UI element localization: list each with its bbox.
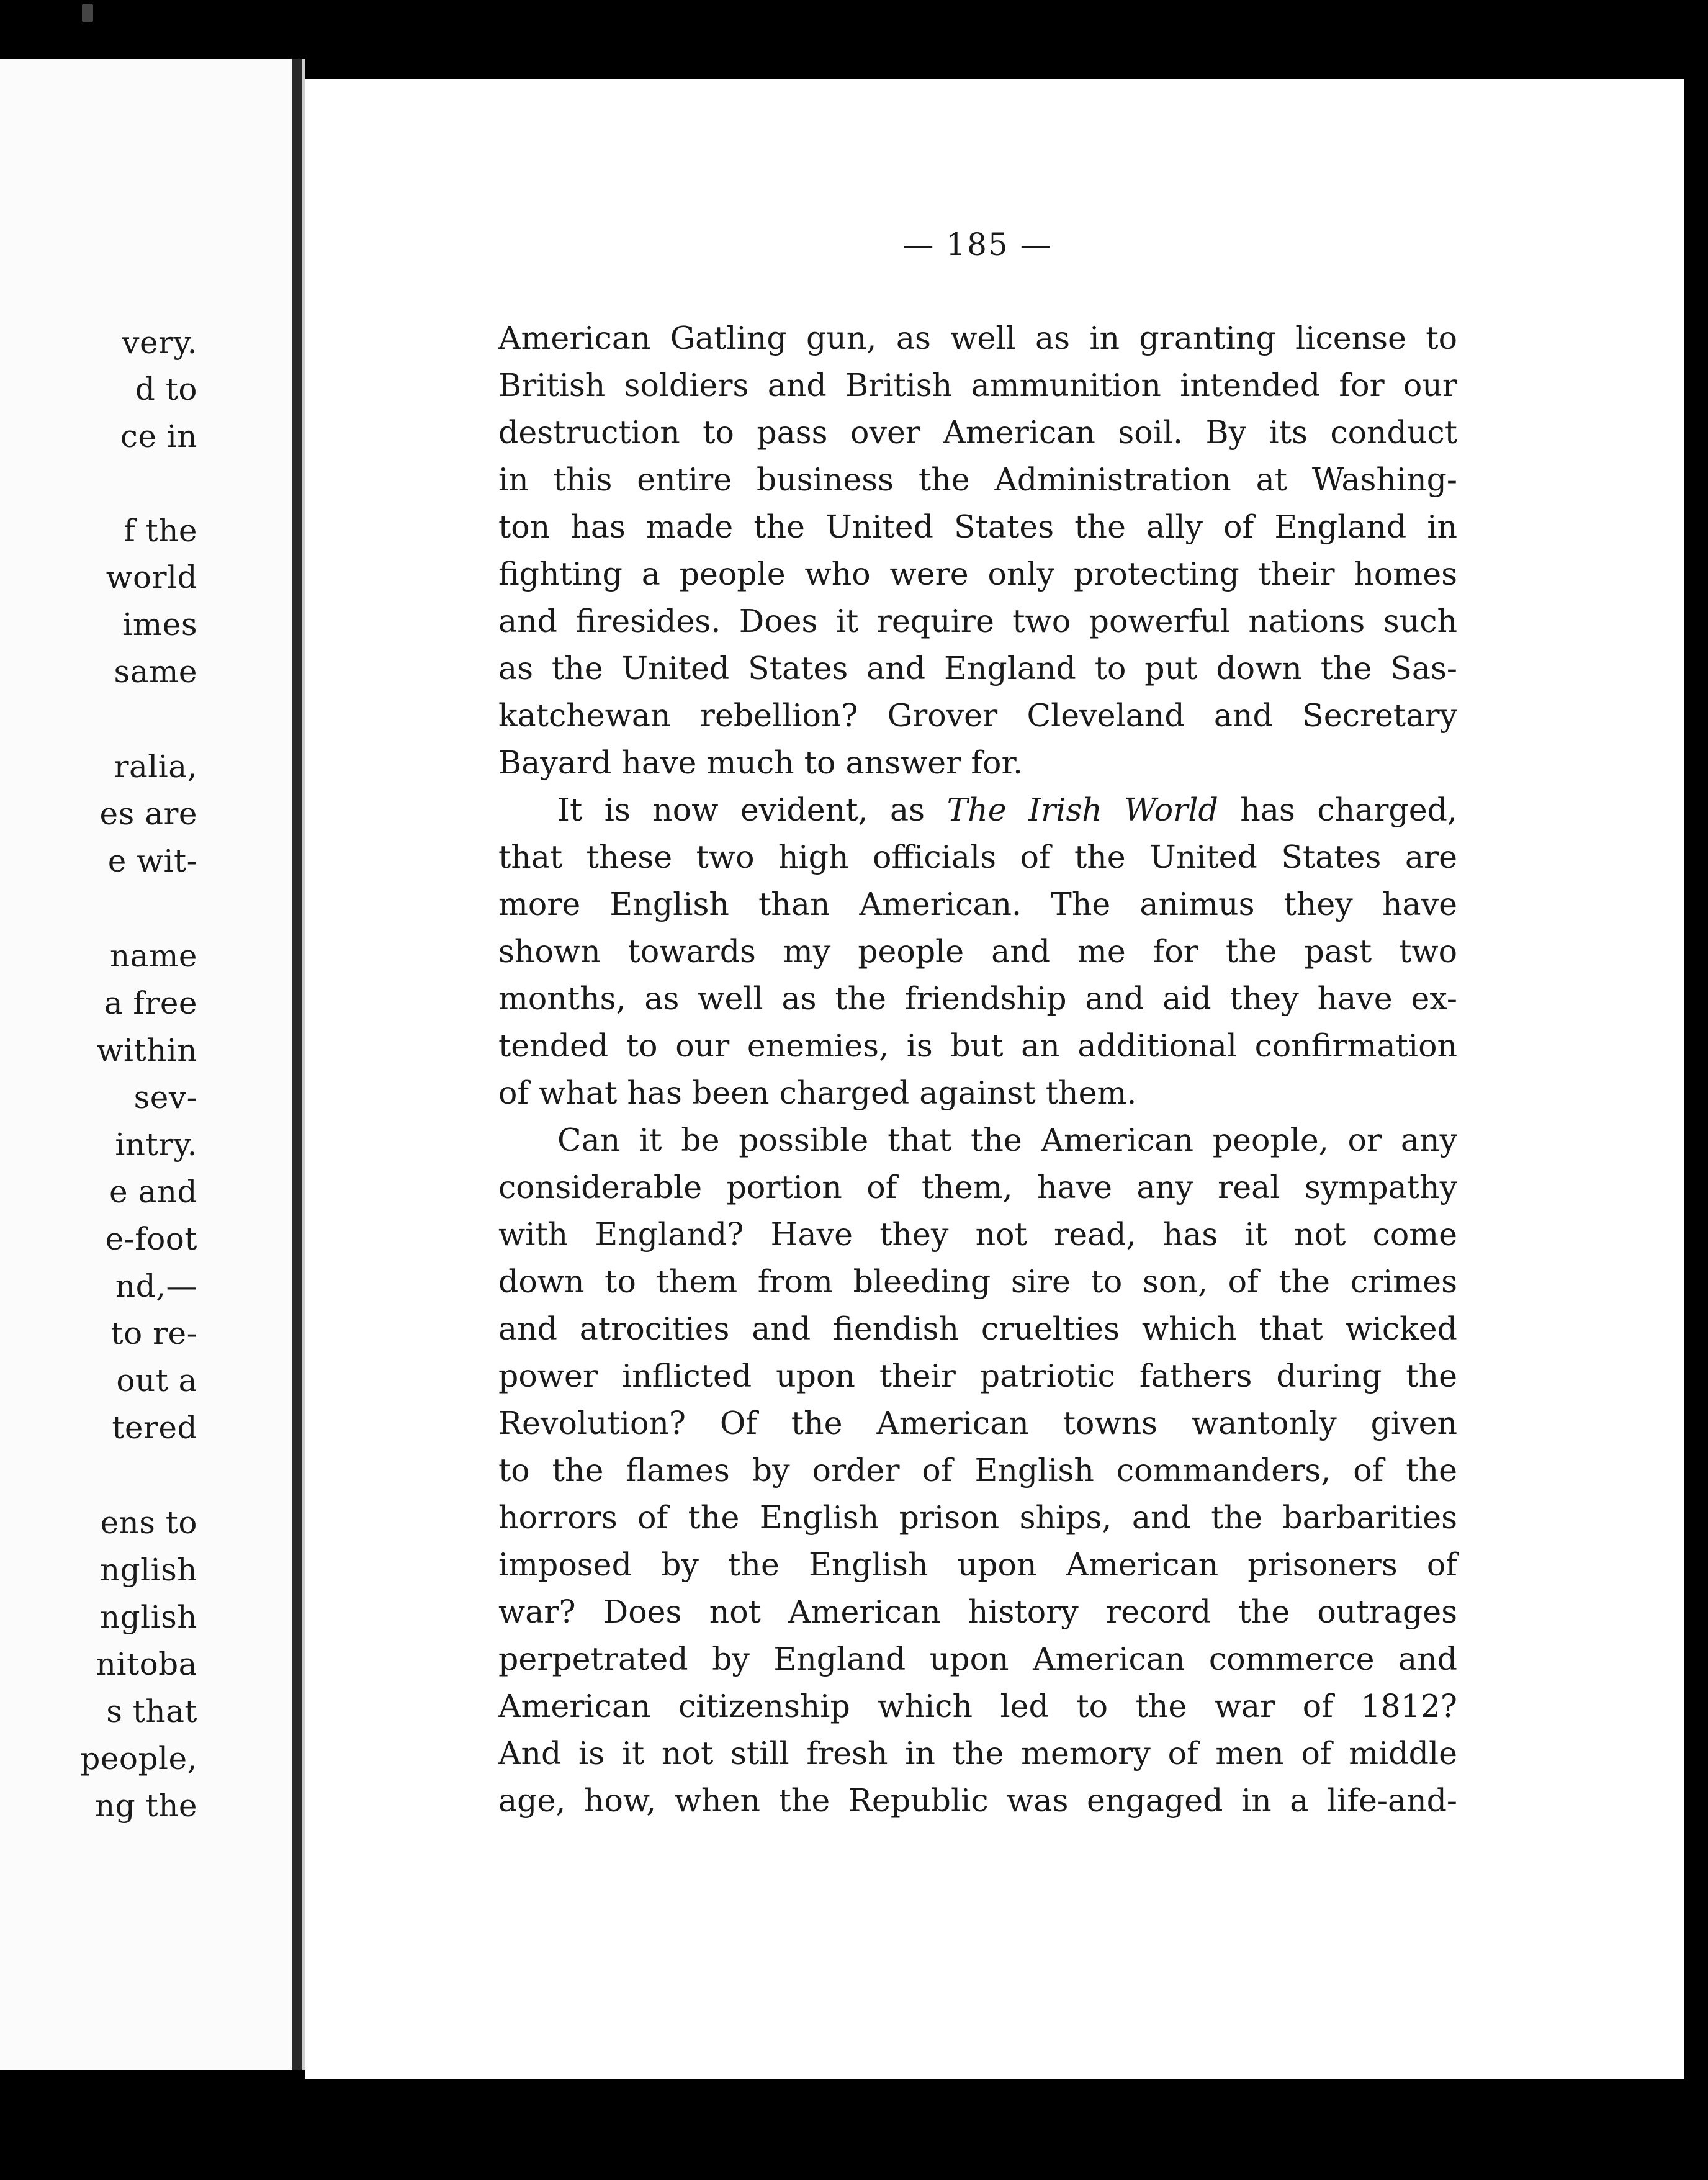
body-text-line: months, as well as the friendship and aid they have ex-	[498, 980, 1457, 1017]
body-text-line: katchewan rebellion? Grover Cleveland and Secretary	[498, 697, 1457, 734]
body-text-line: to the flames by order of English commanders, of the	[498, 1452, 1457, 1489]
body-text-line: power inflicted upon their patriotic fathers during the	[498, 1358, 1457, 1394]
body-text-line: Can it be possible that the American people, or any	[557, 1122, 1457, 1158]
left-text-line: out a	[116, 1362, 197, 1399]
book-gutter	[292, 59, 302, 2070]
left-page-fragment	[0, 59, 292, 2070]
body-text-line: of what has been charged against them.	[498, 1074, 1137, 1111]
left-text-line: sev-	[133, 1079, 197, 1115]
body-text-line: down to them from bleeding sire to son, of the crimes	[498, 1263, 1457, 1300]
left-text-line: e and	[109, 1174, 197, 1210]
body-text-line: and firesides. Does it require two powerful nations such	[498, 603, 1457, 639]
body-text-line: war? Does not American history record the outrages	[498, 1593, 1457, 1630]
left-text-line: nitoba	[96, 1646, 197, 1682]
left-text-line: ens to	[100, 1505, 197, 1541]
body-text-line: ton has made the United States the ally of England in	[498, 508, 1457, 545]
left-text-line: same	[114, 654, 197, 690]
body-text-line: American Gatling gun, as well as in granting license to	[498, 320, 1457, 356]
body-text-line: Bayard have much to answer for.	[498, 744, 1023, 781]
body-text-line: with England? Have they not read, has it not come	[498, 1216, 1457, 1253]
body-text-line: considerable portion of them, have any real sympathy	[498, 1169, 1457, 1205]
left-text-line: f the	[124, 513, 197, 549]
left-text-line: ce in	[120, 418, 197, 454]
left-text-line: intry.	[115, 1127, 197, 1163]
left-text-line: nglish	[99, 1599, 197, 1635]
body-text-line: tended to our enemies, is but an additional confirmation	[498, 1027, 1457, 1064]
left-text-line: e-foot	[105, 1221, 197, 1257]
left-text-line: name	[109, 938, 197, 974]
left-text-line: ng the	[95, 1788, 197, 1824]
body-text-line: shown towards my people and me for the past two	[498, 933, 1457, 970]
body-text-line: perpetrated by England upon American commerce and	[498, 1641, 1457, 1677]
body-text-line: And is it not still fresh in the memory of men of middle	[498, 1735, 1457, 1772]
left-text-line: to re-	[110, 1315, 197, 1351]
left-text-line: tered	[112, 1410, 197, 1446]
body-text-line: that these two high officials of the United States are	[498, 839, 1457, 875]
left-text-line: s that	[106, 1693, 197, 1729]
body-text-line: destruction to pass over American soil. By its conduct	[498, 414, 1457, 451]
body-text-line: more English than American. The animus they have	[498, 886, 1457, 922]
scan-speck	[82, 4, 93, 22]
left-text-line: nd,—	[115, 1268, 197, 1304]
page-number: — 185 —	[902, 227, 1053, 263]
left-text-line: es are	[99, 796, 197, 832]
left-text-line: imes	[122, 606, 197, 642]
body-text-line: imposed by the English upon American prisoners of	[498, 1546, 1457, 1583]
body-text-line: as the United States and England to put down the Sas-	[498, 650, 1457, 687]
left-text-line: nglish	[99, 1552, 197, 1588]
body-text-line: American citizenship which led to the war of 1812?	[498, 1688, 1457, 1724]
body-text-line	[557, 791, 1457, 828]
body-text-line: Revolution? Of the American towns wantonly given	[498, 1405, 1457, 1441]
body-text-line: fighting a people who were only protecting their homes	[498, 556, 1457, 592]
left-text-line: within	[96, 1032, 197, 1068]
left-text-line: d to	[135, 371, 197, 407]
body-text-line: age, how, when the Republic was engaged in a life-and-	[498, 1782, 1457, 1819]
irish-world-line: It is now evident, as The Irish World has charged,	[557, 791, 1457, 828]
body-text-line: British soldiers and British ammunition intended for our	[498, 367, 1457, 403]
left-text-line: e wit-	[107, 843, 197, 879]
left-text-line: people,	[80, 1741, 197, 1777]
left-text-line: very.	[122, 325, 197, 361]
body-text-line: and atrocities and fiendish cruelties which that wicked	[498, 1310, 1457, 1347]
periodical-title: The Irish World	[946, 791, 1218, 828]
left-text-line: a free	[104, 985, 197, 1021]
left-text-line: ralia,	[114, 749, 197, 785]
left-text-line: world	[106, 559, 197, 595]
body-text-line: in this entire business the Administration at Washing-	[498, 461, 1457, 498]
body-text-line: horrors of the English prison ships, and the barbarities	[498, 1499, 1457, 1536]
